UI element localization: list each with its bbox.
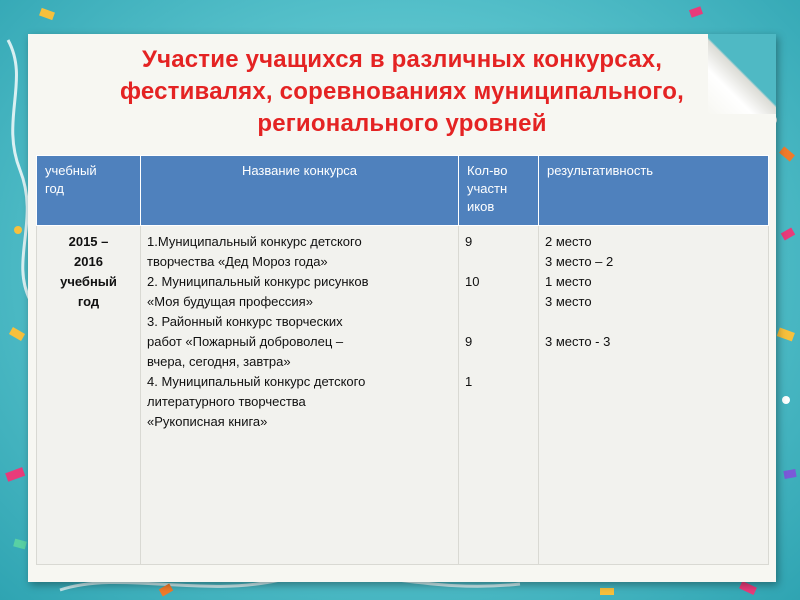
header-count: Кол-во участн иков	[459, 156, 539, 226]
slide-title	[30, 44, 774, 140]
confetti-piece	[777, 328, 795, 342]
header-year: учебный год	[37, 156, 141, 226]
streamer-left	[8, 40, 30, 300]
cell-contests: 1.Муниципальный конкурс детского творчества «Дед Мороз года» 2. Муниципальный конкурс рисунков «Моя будущая профессия» 3. Районный конкурс творческих работ «Пожарный доброволец – вчера, сегодня, завтра» 4. Муниципальный конкурс детского литературного творчества «Рукописная книга»	[141, 226, 459, 565]
cell-year: 2015 – 2016 учебный год	[37, 226, 141, 565]
table-row	[37, 226, 769, 565]
confetti-piece	[689, 6, 703, 18]
title-line: регионального уровней	[257, 110, 547, 137]
confetti-piece	[739, 581, 757, 595]
confetti-dot	[782, 396, 790, 404]
confetti-piece	[779, 146, 795, 161]
cell-results: 2 место 3 место – 2 1 место 3 место 3 место - 3	[539, 226, 769, 565]
header-result: результативность	[539, 156, 769, 226]
confetti-piece	[600, 588, 614, 595]
confetti-dot	[14, 226, 22, 234]
confetti-piece	[783, 469, 796, 479]
confetti-piece	[5, 467, 25, 482]
confetti-piece	[13, 539, 27, 550]
header-contest: Название конкурса	[141, 156, 459, 226]
title-line: Участие учащихся в различных конкурсах,	[141, 46, 663, 73]
table-header-row	[37, 156, 769, 226]
confetti-piece	[9, 327, 25, 341]
title-line: фестивалях, соревнованиях муниципального,	[119, 78, 685, 105]
cell-counts: 9 10 9 1	[459, 226, 539, 565]
confetti-piece	[781, 228, 795, 241]
contests-table	[36, 155, 769, 565]
confetti-piece	[39, 8, 55, 20]
